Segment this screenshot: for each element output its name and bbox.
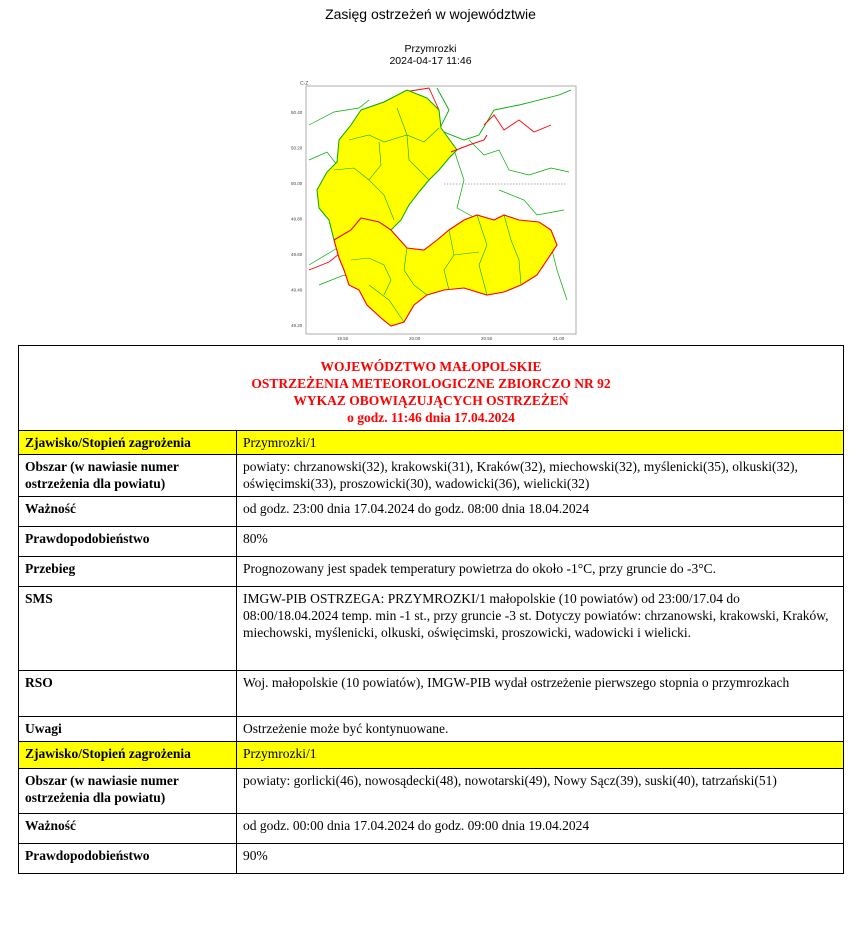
table-row (19, 527, 844, 557)
table-row (19, 431, 844, 455)
lat-tick-label: 49.80 (291, 216, 303, 222)
lat-tick-label: 49.20 (291, 323, 303, 328)
table-row (19, 814, 844, 844)
row-label: SMS (19, 587, 237, 671)
header-line-4: o godz. 11:46 dnia 17.04.2024 (347, 410, 515, 425)
header-cell (19, 346, 844, 431)
lat-tick-label: 50.00 (291, 181, 303, 186)
lat-tick-label: 50.40 (291, 110, 303, 115)
row-value: 90% (237, 844, 844, 874)
row-value: IMGW-PIB OSTRZEGA: PRZYMROZKI/1 małopolskie (10 powiatów) od 23:00/17.04 do 08:00/18.04.2024 temp. min -1 st., przy gruncie -3 st. Dotyczy powiatów: chrzanowski, krakowski, Kraków, miechowski, myślenicki, olkuski, oświęcimski, proszowicki, wadowicki i wielicki. (237, 587, 844, 671)
header-row (19, 346, 844, 431)
lat-tick-label: 49.40 (291, 287, 303, 293)
table-row (19, 587, 844, 671)
row-value: od godz. 00:00 dnia 17.04.2024 do godz. 09:00 dnia 19.04.2024 (237, 814, 844, 844)
header-line-2: OSTRZEŻENIA METEOROLOGICZNE ZBIORCZO NR 92 (251, 376, 611, 391)
lon-tick-label: 19.50 (337, 336, 349, 340)
row-label: Prawdopodobieństwo (19, 844, 237, 874)
row-label: Prawdopodobieństwo (19, 527, 237, 557)
lon-tick-label: 20.50 (481, 336, 493, 340)
row-label: RSO (19, 671, 237, 717)
row-label: Uwagi (19, 717, 237, 742)
row-value: Prognozowany jest spadek temperatury powietrza do około -1°C, przy gruncie do -3°C. (237, 557, 844, 587)
row-value: powiaty: chrzanowski(32), krakowski(31), Kraków(32), miechowski(32), myślenicki(35), olkuski(32), oświęcimski(33), proszowicki(30), wadowicki(36), wielicki(32) (237, 455, 844, 497)
header-line-3: WYKAZ OBOWIĄZUJĄCYCH OSTRZEŻEŃ (293, 393, 569, 408)
map-corner-label: C-Z (300, 81, 309, 87)
table-row (19, 717, 844, 742)
row-value: powiaty: gorlicki(46), nowosądecki(48), nowotarski(49), Nowy Sącz(39), suski(40), tatrzański(51) (237, 769, 844, 814)
table-row (19, 671, 844, 717)
row-label: Obszar (w nawiasie numer ostrzeżenia dla powiatu) (19, 455, 237, 497)
row-label: Przebieg (19, 557, 237, 587)
lat-tick-label: 50.20 (291, 145, 303, 151)
lat-labels (291, 110, 303, 328)
table-row (19, 455, 844, 497)
row-value: Przymrozki/1 (237, 742, 844, 769)
row-value: 80% (237, 527, 844, 557)
table-row (19, 742, 844, 769)
table-row (19, 844, 844, 874)
lon-tick-label: 20.00 (409, 336, 421, 340)
warnings-table-body (19, 346, 844, 874)
warnings-table (18, 345, 844, 874)
map-caption (0, 43, 861, 67)
table-row (19, 557, 844, 587)
header-line-1: WOJEWÓDZTWO MAŁOPOLSKIE (320, 359, 542, 374)
row-value: Przymrozki/1 (237, 431, 844, 455)
warning-map (289, 80, 579, 340)
row-value: Woj. małopolskie (10 powiatów), IMGW-PIB wydał ostrzeżenie pierwszego stopnia o przymrozkach (237, 671, 844, 717)
map-datetime: 2024-04-17 11:46 (389, 55, 472, 67)
map-phenomenon: Przymrozki (404, 43, 457, 55)
row-label: Zjawisko/Stopień zagrożenia (19, 742, 237, 769)
table-row (19, 497, 844, 527)
lat-tick-label: 49.60 (291, 252, 303, 257)
row-label: Zjawisko/Stopień zagrożenia (19, 431, 237, 455)
row-value: Ostrzeżenie może być kontynuowane. (237, 717, 844, 742)
row-label: Ważność (19, 497, 237, 527)
row-value: od godz. 23:00 dnia 17.04.2024 do godz. 08:00 dnia 18.04.2024 (237, 497, 844, 527)
row-label: Ważność (19, 814, 237, 844)
row-label: Obszar (w nawiasie numer ostrzeżenia dla powiatu) (19, 769, 237, 814)
lon-tick-label: 21.00 (553, 336, 565, 340)
warning-map-svg (289, 80, 579, 340)
page-title: Zasięg ostrzeżeń w województwie (325, 6, 536, 22)
table-row (19, 769, 844, 814)
lon-labels (337, 336, 565, 340)
